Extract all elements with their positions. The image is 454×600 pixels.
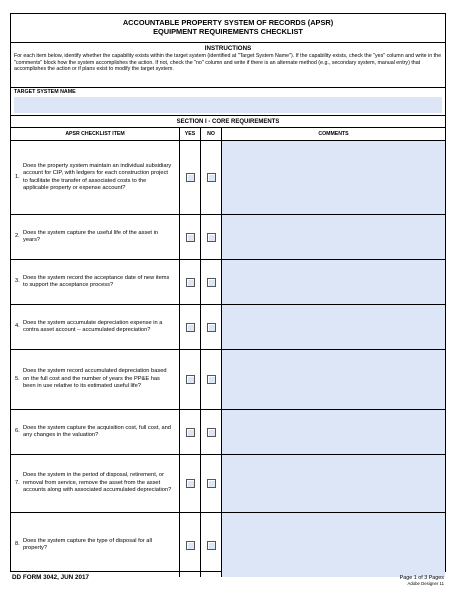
question-text: Does the system capture the type of disposal for all property? (23, 537, 152, 551)
comments-field[interactable] (222, 410, 445, 454)
no-checkbox[interactable] (207, 375, 216, 384)
question-number: 8. (15, 541, 20, 548)
question-text: Does the system record accumulated depreciation based on the full cost and the number of years the PP&E has been in use relative to its estimated useful life? (23, 368, 167, 390)
checklist-row (11, 304, 445, 349)
table-header (11, 127, 445, 140)
yes-checkbox[interactable] (186, 323, 195, 332)
yes-checkbox[interactable] (186, 278, 195, 287)
no-checkbox[interactable] (207, 278, 216, 287)
comments-field[interactable] (222, 455, 445, 512)
yes-checkbox[interactable] (186, 233, 195, 242)
question-cell (11, 141, 180, 214)
question-number: 6. (15, 428, 20, 435)
question-text: Does the system accumulate depreciation expense in a contra asset account -- accumulated depreciation? (23, 319, 163, 333)
comments-field[interactable] (222, 513, 445, 577)
question-number: 3. (15, 278, 20, 285)
yes-checkbox[interactable] (186, 375, 195, 384)
target-system-label: TARGET SYSTEM NAME (14, 89, 76, 95)
question-text: Does the system capture the useful life of the asset in years? (23, 229, 158, 243)
section-title: SECTION I - CORE REQUIREMENTS (11, 115, 445, 127)
comments-field[interactable] (222, 260, 445, 304)
checklist-row (11, 140, 445, 214)
page-footer (400, 575, 444, 587)
question-cell (11, 513, 180, 577)
form-title (11, 14, 445, 43)
question-cell (11, 455, 180, 512)
question-cell (11, 350, 180, 409)
target-system-block (11, 87, 445, 115)
no-checkbox[interactable] (207, 173, 216, 182)
comments-field[interactable] (222, 215, 445, 259)
form-title-line1: ACCOUNTABLE PROPERTY SYSTEM OF RECORDS (APSR) (122, 18, 334, 27)
column-header-yes: YES (180, 128, 201, 140)
yes-checkbox[interactable] (186, 541, 195, 550)
form-id: DD FORM 3042, JUN 2017 (12, 574, 89, 581)
question-cell (11, 260, 180, 304)
checklist-row (11, 259, 445, 304)
question-text: Does the system record the acceptance date of new items to support the acceptance process? (23, 274, 170, 288)
question-cell (11, 410, 180, 454)
no-checkbox[interactable] (207, 479, 216, 488)
column-header-no: NO (201, 128, 222, 140)
checklist-form (10, 13, 446, 572)
yes-checkbox[interactable] (186, 428, 195, 437)
question-text: Does the system capture the acquisition cost, full cost, and any changes in the valuation? (23, 424, 171, 438)
question-number: 2. (15, 233, 20, 240)
form-title-line2: EQUIPMENT REQUIREMENTS CHECKLIST (153, 27, 303, 36)
instructions-text: For each item below, identify whether the capability exists within the target system (identified at "Target System Name"). If the capability exists, check the "yes" column and write in the "comments" block how the system accomplishes the action. If not, check the "no" column and write if there is an alternate method (e.g., secondary system, manual entry) that accomplishes the action or if plans exist to modify the target system. (14, 53, 442, 73)
question-number: 5. (15, 375, 20, 382)
question-text: Does the property system maintain an individual subsidiary account for CIP, with ledgers for each construction project to facilitate the transfer of associated costs to the applicable property or expense account? (23, 162, 172, 191)
column-header-comments: COMMENTS (318, 131, 349, 137)
designer-credit: Adobe Designer 11 (407, 581, 444, 586)
instructions-heading: INSTRUCTIONS (204, 45, 252, 52)
checklist-row (11, 409, 445, 454)
no-checkbox[interactable] (207, 323, 216, 332)
comments-field[interactable] (222, 305, 445, 349)
column-header-item: APSR CHECKLIST ITEM (11, 128, 180, 140)
question-number: 4. (15, 323, 20, 330)
question-cell (11, 215, 180, 259)
checklist-row (11, 214, 445, 259)
yes-checkbox[interactable] (186, 173, 195, 182)
checklist-row (11, 349, 445, 409)
no-checkbox[interactable] (207, 428, 216, 437)
comments-field[interactable] (222, 141, 445, 214)
question-number: 1. (15, 173, 20, 180)
no-checkbox[interactable] (207, 233, 216, 242)
question-number: 7. (15, 479, 20, 486)
page-number: Page 1 of 3 Pages (399, 575, 444, 581)
checklist-row (11, 512, 445, 577)
target-system-name-field[interactable] (14, 97, 442, 113)
question-text: Does the system in the period of disposal, retirement, or removal from service, remove the asset from the asset accounts along with associated accumulated depreciation? (23, 472, 172, 494)
comments-field[interactable] (222, 350, 445, 409)
no-checkbox[interactable] (207, 541, 216, 550)
yes-checkbox[interactable] (186, 479, 195, 488)
question-cell (11, 305, 180, 349)
checklist-row (11, 454, 445, 512)
